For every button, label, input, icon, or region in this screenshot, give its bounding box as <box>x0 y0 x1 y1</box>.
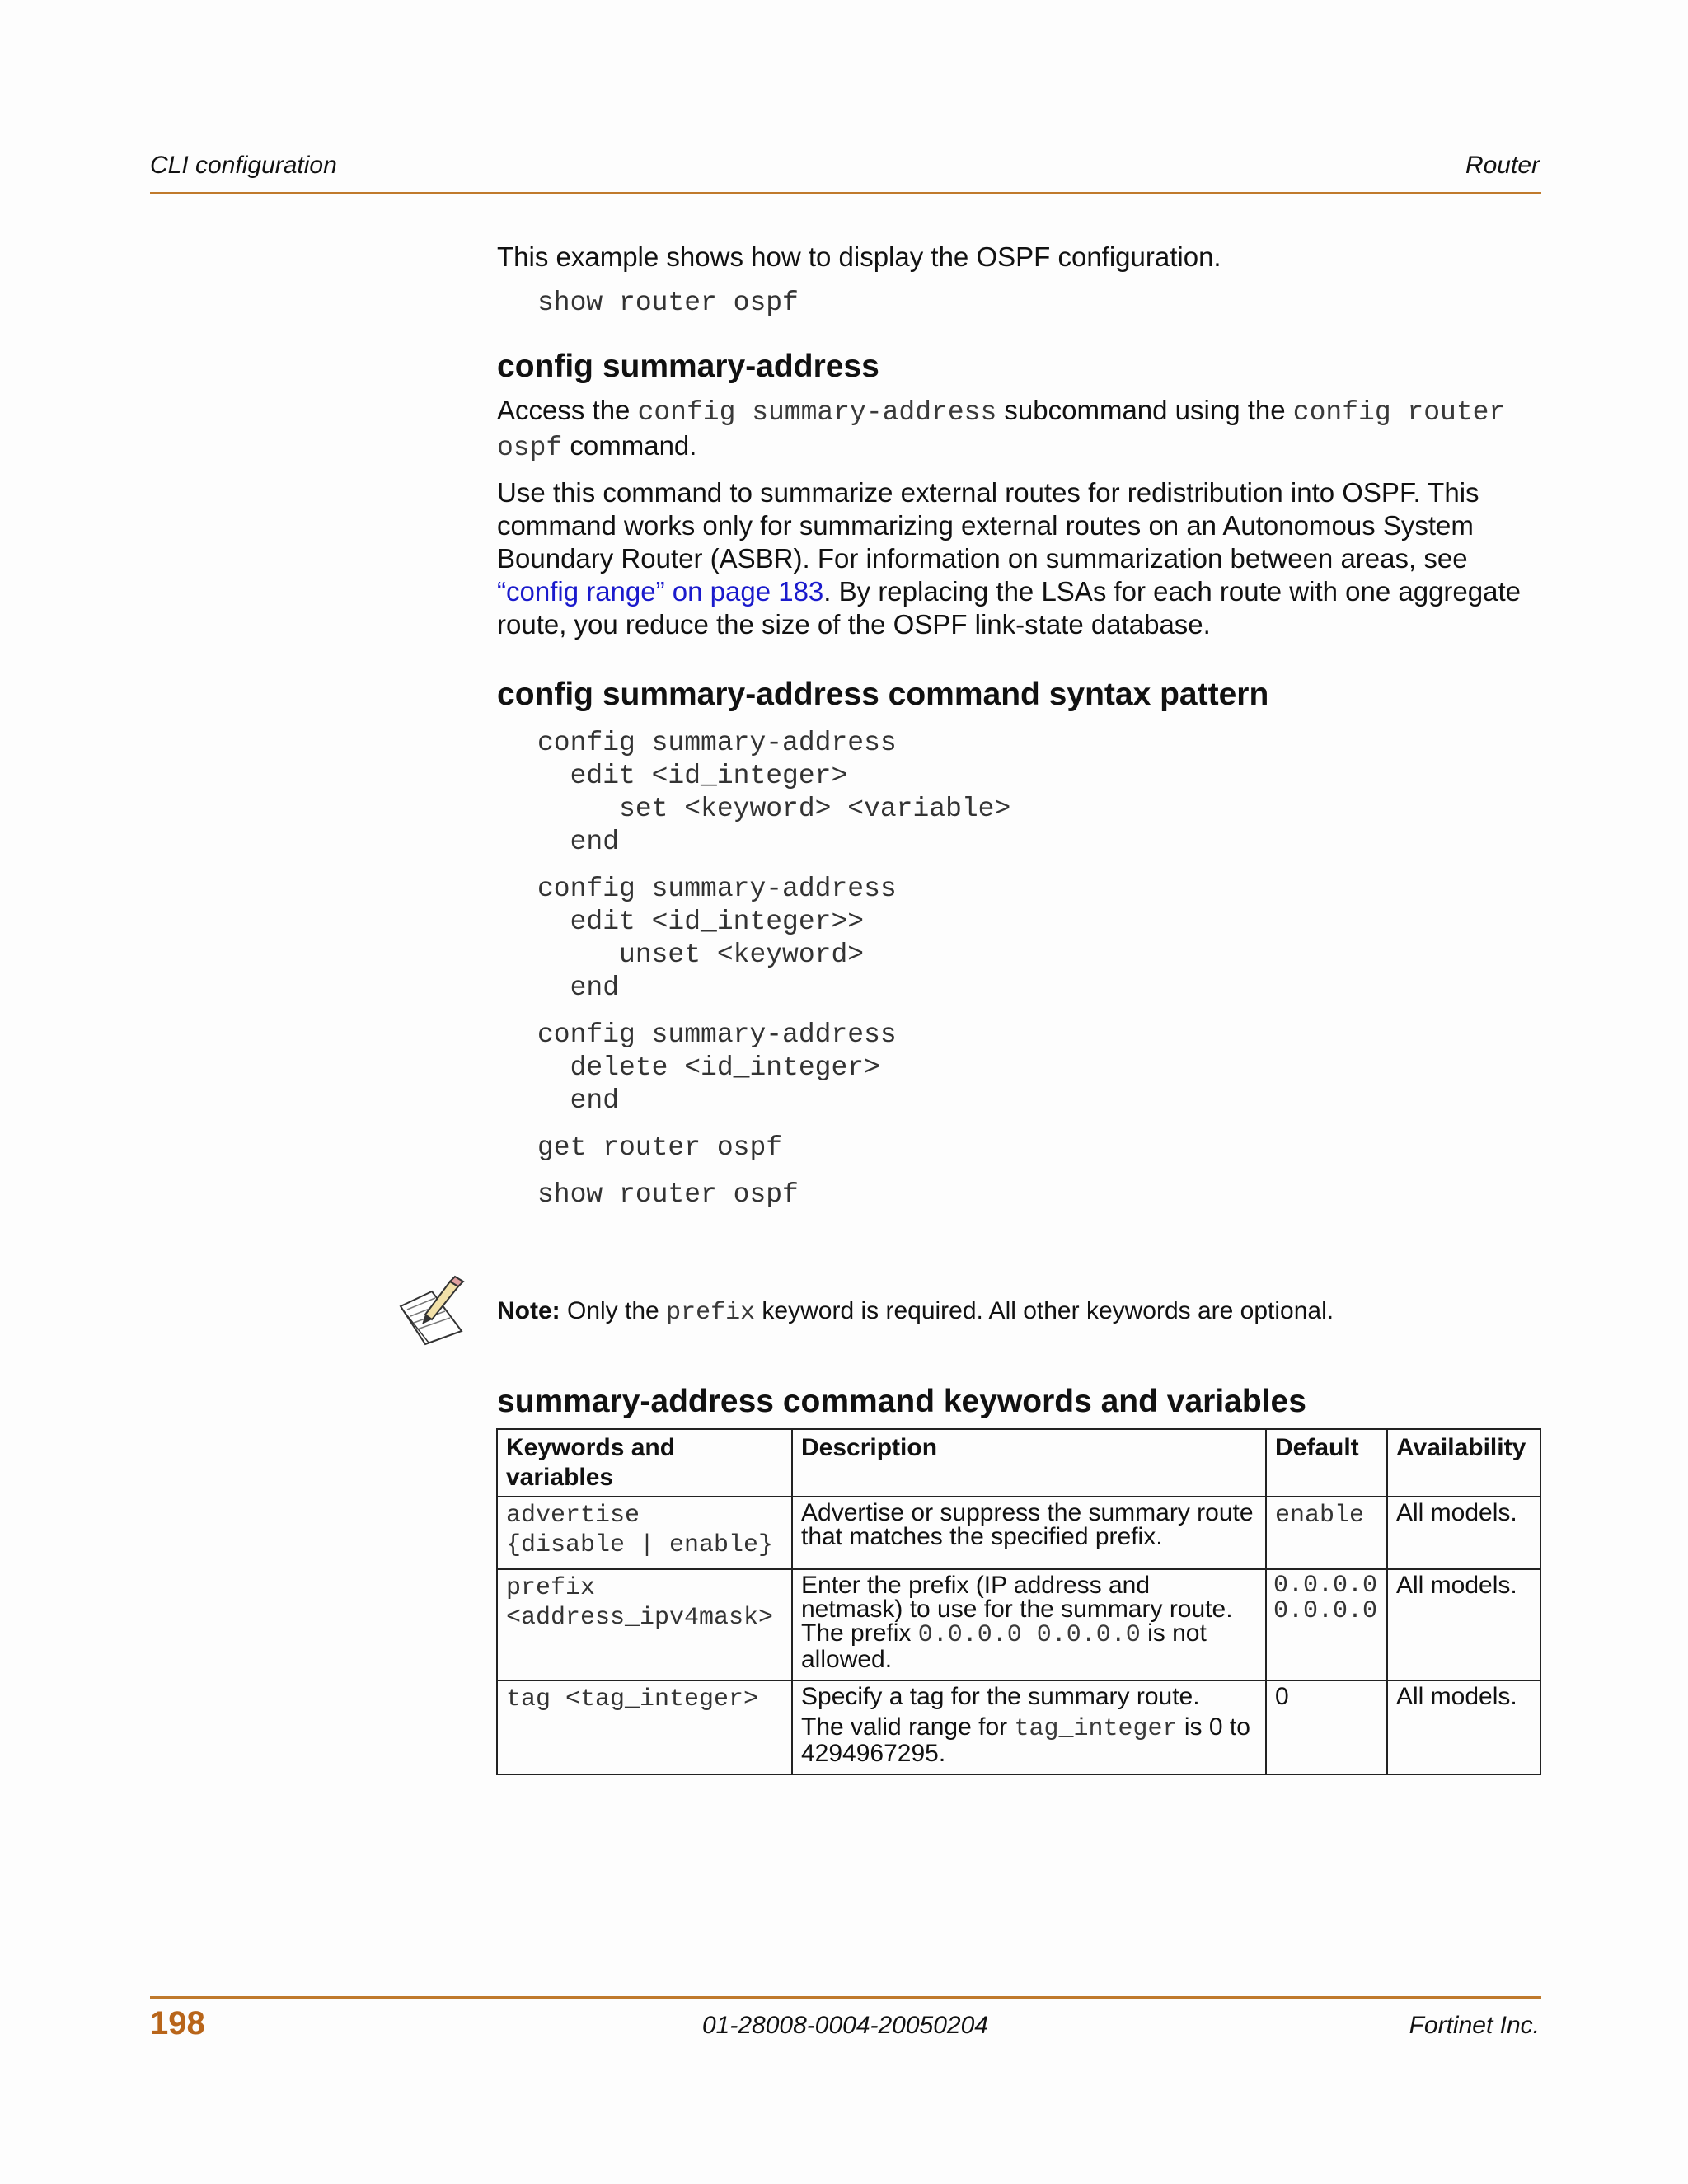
cell-keyword: advertise {disable | enable} <box>497 1497 792 1569</box>
cell-description <box>792 1569 1266 1680</box>
table-row <box>497 1680 1540 1774</box>
note-pencil-icon <box>392 1273 468 1347</box>
company-name: Fortinet Inc. <box>1409 2012 1540 2039</box>
document-number: 01-28008-0004-20050204 <box>702 2012 988 2039</box>
config-range-link[interactable]: “config range” on page 183 <box>497 576 824 607</box>
usage-text-b: . By replacing the LSAs for each route with one aggregate route, you reduce the size of the OSPF link-state database. <box>497 576 1521 640</box>
cell-description-text-b: is 0 to 4294967295. <box>801 1713 1250 1767</box>
access-text-b: subcommand using the <box>996 395 1293 425</box>
cell-availability: All models. <box>1387 1569 1540 1680</box>
access-text-a: Access the <box>497 395 638 425</box>
cell-availability: All models. <box>1387 1680 1540 1774</box>
cell-default: enable <box>1266 1497 1387 1569</box>
intro-text: This example shows how to display the OSPF configuration. <box>497 241 1221 272</box>
keywords-table <box>496 1428 1541 1775</box>
intro-code: show router ospf <box>537 288 799 318</box>
cell-description-text-a: Enter the prefix (IP address and netmask) to use for the summary route. The prefix <box>801 1572 1233 1647</box>
note-text-b: keyword is required. All other keywords are optional. <box>755 1297 1334 1324</box>
section-heading-keywords: summary-address command keywords and variables <box>497 1384 1306 1419</box>
running-header-right: Router <box>1465 152 1540 179</box>
usage-text-a: Use this command to summarize external routes for redistribution into OSPF. This command works only for summarizing external routes on an Autonomous System Boundary Router (ASBR). For information on summarization between areas, see <box>497 477 1479 574</box>
note-code: prefix <box>666 1299 756 1327</box>
cell-keyword: tag <tag_integer> <box>497 1680 792 1774</box>
running-header-left: CLI configuration <box>150 152 337 179</box>
cell-description-line-2 <box>801 1715 1257 1765</box>
access-text-c: command. <box>562 430 697 461</box>
access-paragraph <box>497 394 1540 465</box>
cell-description-text-a: The valid range for <box>801 1713 1015 1741</box>
table-row <box>497 1497 1540 1569</box>
syntax-block-get: get router ospf <box>537 1132 783 1163</box>
note-text <box>497 1296 1536 1328</box>
access-code-1: config summary-address <box>637 397 997 428</box>
page-number: 198 <box>150 2005 205 2041</box>
syntax-block-set: config summary-address edit <id_integer> set <keyword> <variable> end <box>537 728 1011 857</box>
cell-description <box>792 1680 1266 1774</box>
table-header-row <box>497 1429 1540 1497</box>
cell-default: 0 <box>1266 1680 1387 1774</box>
usage-paragraph <box>497 476 1540 641</box>
syntax-block-unset: config summary-address edit <id_integer>> unset <keyword> end <box>537 874 897 1003</box>
cell-default: 0.0.0.0 0.0.0.0 <box>1266 1569 1387 1680</box>
cell-availability: All models. <box>1387 1497 1540 1569</box>
main-content <box>497 241 1540 1212</box>
column-header-description: Description <box>792 1429 1266 1497</box>
cell-description-text-b: is not allowed. <box>801 1619 1207 1673</box>
column-header-default: Default <box>1266 1429 1387 1497</box>
table-row <box>497 1569 1540 1680</box>
footer-rule <box>150 1996 1541 1999</box>
column-header-keywords: Keywords and variables <box>497 1429 792 1497</box>
column-header-availability: Availability <box>1387 1429 1540 1497</box>
syntax-block-show: show router ospf <box>537 1179 799 1210</box>
cell-description-code: tag_integer <box>1014 1715 1178 1743</box>
header-rule <box>150 192 1541 194</box>
note-text-a: Only the <box>560 1297 667 1324</box>
cell-description: Advertise or suppress the summary route that matches the specified prefix. <box>792 1497 1266 1569</box>
cell-description-line-1: Specify a tag for the summary route. <box>801 1683 1200 1710</box>
cell-description-code: 0.0.0.0 0.0.0.0 <box>917 1621 1141 1649</box>
access-code-2: config router ospf <box>497 397 1506 463</box>
section-heading-syntax-pattern: config summary-address command syntax pattern <box>497 677 1269 712</box>
cell-keyword: prefix <address_ipv4mask> <box>497 1569 792 1680</box>
syntax-block-delete: config summary-address delete <id_integer> end <box>537 1019 897 1116</box>
note-label: Note: <box>497 1297 560 1324</box>
section-heading-summary-address: config summary-address <box>497 349 879 384</box>
